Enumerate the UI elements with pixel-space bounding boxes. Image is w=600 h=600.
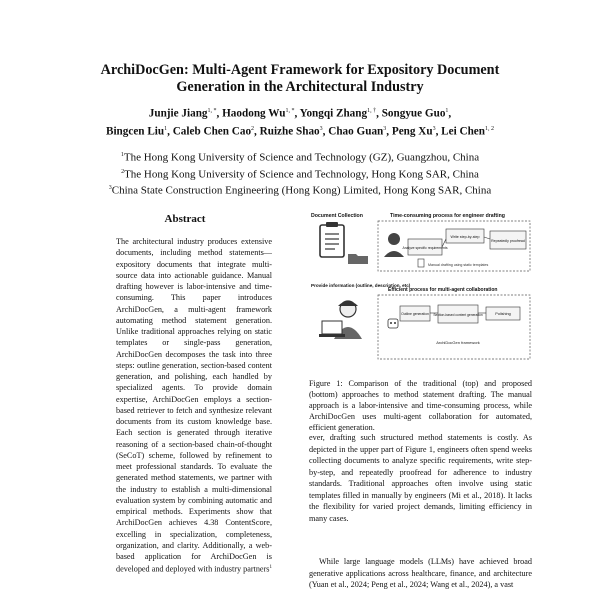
author-affil-mark: 1, *: [285, 108, 295, 114]
author-name: Caleb Chen Cao: [172, 125, 252, 138]
footnote-mark: 1: [269, 565, 272, 571]
document-icon: [418, 259, 424, 267]
folder-icon: [348, 254, 368, 264]
author-affil-mark: 2: [251, 125, 255, 132]
box-polishing-text: Polishing: [495, 312, 511, 316]
author-affil-mark: 1: [164, 125, 168, 132]
figure-caption: Figure 1: Comparison of the traditional (top) and proposed (bottom) approaches to method statement drafting. The manual approach is a labor-intensive and time-consuming process, while ArchiDocGen uses multi-agent collaboration for automated, efficient generation.: [309, 379, 532, 433]
author-affil-mark: 1: [445, 108, 449, 114]
author-name: Junjie Jiang: [148, 107, 208, 120]
label-efficient: Efficient process for multi-agent collaboration: [388, 287, 498, 293]
affiliations: [40, 148, 560, 198]
figure-1-diagram: [308, 209, 532, 362]
traditional-process-panel: [311, 213, 530, 271]
author-name: Songyue Guo: [381, 107, 446, 120]
arrow-2: [484, 237, 490, 239]
box-write-step-text: Write step-by-step: [450, 235, 480, 239]
affiliation-number: 2: [121, 168, 125, 175]
box-analyze-text: Analyze specific requirements: [402, 246, 448, 250]
box-outline-text: Outline generation: [401, 312, 429, 316]
engineer-icon: [384, 233, 404, 257]
author-line-2: Bingcen Liu$^1$, Caleb Chen Cao$^2$, Ruizhe Shao$^3$, Chao Guan$^3$, Peng Xu$^3$, Lei Chen$^{1, 2}$: [105, 125, 494, 138]
proposed-process-panel: [311, 283, 530, 359]
label-framework: ArchiDocGen framework: [436, 340, 480, 345]
affiliation-number: 3: [108, 185, 112, 192]
label-doc-collection: Document Collection: [311, 213, 363, 219]
author-line-1: Junjie Jiang$^{1, *}$, Haodong $Wu^{1, *}$, Yongqi Zhang$^{1, \dagger}$, Songyue Guo$^1$,: [148, 107, 452, 120]
proposed-dashed-box: [378, 295, 530, 359]
body-paragraph-2: While large language models (LLMs) have achieved broad generative applications across healthcare, finance, and architecture (Yuan et al., 2024; Peng et al., 2024; Wang et al., 2024), a vast: [309, 557, 532, 589]
laptop-icon: [319, 321, 345, 337]
body-paragraph-1: ever, drafting such structured method statements is costly. As depicted in the upper part of Figure 1, engineers often spend weeks collecting documents to analyze specific requirements, write step-by-step, and repeatedly proofread for adherence to industry standards. Traditional approaches often involve using static templates filled in manually by engineers (Mi et al., 2018). It lacks the flexibility for varied project demands, limiting efficiency in many cases.: [309, 433, 532, 523]
author-affil-mark: 3: [383, 125, 387, 132]
author-name: Chao Guan: [328, 125, 384, 138]
label-manual: Manual drafting using static templates: [428, 263, 489, 267]
author-affil-mark: 1, *: [207, 108, 217, 114]
clipboard-icon: [320, 222, 344, 257]
robot-icon: [388, 319, 398, 328]
author-list: [40, 104, 560, 139]
author-name: Yongqi Zhang: [299, 107, 368, 120]
label-time-consuming: Time-consuming process for engineer drafting: [390, 213, 505, 219]
box-section-text: Section-based content generation: [433, 313, 483, 317]
author-name: Ruizhe Shao: [259, 125, 320, 138]
title-line-2: Generation in the Architectural Industry: [176, 79, 424, 95]
affiliation-text: The Hong Kong University of Science and Technology (GZ), Guangzhou, China: [123, 151, 480, 164]
abstract-body: [116, 236, 272, 575]
label-provide-info: Provide information (outline, description, etc): [311, 283, 411, 288]
author-affil-mark: 3: [319, 125, 323, 132]
affiliation-text: China State Construction Engineering (Hong Kong) Limited, Hong Kong SAR, China: [111, 184, 492, 197]
author-name: Lei Chen: [441, 125, 485, 138]
author-name: Haodong Wu: [222, 107, 286, 120]
author-affil-mark: 1, 2: [485, 125, 494, 132]
affiliation: [40, 148, 560, 165]
author-affil-mark: 1, †: [367, 108, 377, 114]
paper-title: [40, 62, 560, 96]
box-repeatedly-text: Repeatedly proofread: [491, 239, 525, 243]
affiliation-text: The Hong Kong University of Science and Technology, Hong Kong SAR, China: [124, 168, 479, 181]
author-name: Peng Xu: [391, 125, 433, 138]
affiliation: [40, 181, 560, 198]
abstract-text: The architectural industry produces extensive documents, including method statements—expository documents that integrate multi-source data into actionable guidance. Manual drafting however is labor-intensive and time-consuming. This paper introduces ArchiDocGen, a multi-agent framework automating method statement generation. Unlike traditional approaches relying on static templates or single-pass generation, ArchiDocGen decomposes the task into three steps: outline generation, section-based content generation, and polishing, each handled by specialized agents. To provide domain expertise, ArchiDocGen employs a section-based retriever to fetch and synthesize relevant documents from its custom knowledge base. Each section is generated through iterative reasoning of a section-based chain-of-thought (SeCoT) scheme, followed by refinement to meet professional standards. To evaluate the generated method statements, we partner with the industry to establish a multi-dimensional evaluation system by combining automatic and empirical methods. Experiments show that ArchiDocGen achieves 4.38 ContentScore, excelling in specialization, completeness, organization, and clarity. Additionally, a web-based application for ArchiDocGen is developed and deployed with industry partners: [116, 237, 272, 574]
author-name: Bingcen Liu: [105, 125, 165, 138]
title-line-1: ArchiDocGen: Multi-Agent Framework for Expository Document: [100, 62, 500, 78]
affiliation: [40, 165, 560, 182]
abstract-heading: Abstract: [164, 213, 206, 225]
author-affil-mark: 3: [432, 125, 436, 132]
affiliation-number: 1: [120, 152, 124, 158]
